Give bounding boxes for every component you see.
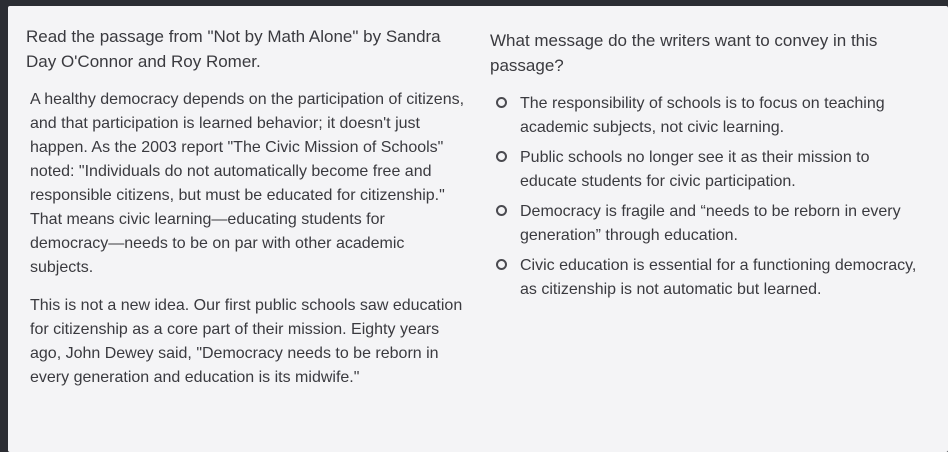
passage-column <box>26 24 466 404</box>
answer-option-2[interactable] <box>496 146 930 194</box>
radio-button-icon[interactable] <box>496 259 507 270</box>
radio-button-icon[interactable] <box>496 97 507 108</box>
answer-option-label: Public schools no longer see it as their mission to educate students for civic participation. <box>520 149 870 190</box>
radio-button-icon[interactable] <box>496 205 507 216</box>
passage-paragraph-1: A healthy democracy depends on the participation of citizens, and that participation is learned behavior; it doesn't just happen. As the 2003 report "The Civic Mission of Schools" noted: "Individuals do not automatically become free and responsible citizens, but must be educated for citizenship." That means civic learning—educating students for democracy—needs to be on par with other academic subjects. <box>30 91 465 276</box>
question-column <box>490 28 930 308</box>
passage-intro: Read the passage from "Not by Math Alone" by Sandra Day O'Connor and Roy Romer. <box>26 27 441 71</box>
radio-button-icon[interactable] <box>496 151 507 162</box>
passage-paragraph-2: This is not a new idea. Our first public schools saw education for citizenship as a core part of their mission. Eighty years ago, John Dewey said, "Democracy needs to be reborn in every generation and education is its midwife." <box>30 297 463 386</box>
answer-option-3[interactable] <box>496 200 930 248</box>
answer-option-label: Civic education is essential for a functioning democracy, as citizenship is not automatic but learned. <box>520 257 917 298</box>
answer-option-4[interactable] <box>496 254 930 302</box>
question-text: What message do the writers want to convey in this passage? <box>490 31 878 75</box>
answer-option-label: The responsibility of schools is to focus on teaching academic subjects, not civic learning. <box>520 95 885 136</box>
answer-option-1[interactable] <box>496 92 930 140</box>
answer-option-label: Democracy is fragile and “needs to be reborn in every generation” through education. <box>520 203 901 244</box>
question-panel <box>8 6 948 452</box>
